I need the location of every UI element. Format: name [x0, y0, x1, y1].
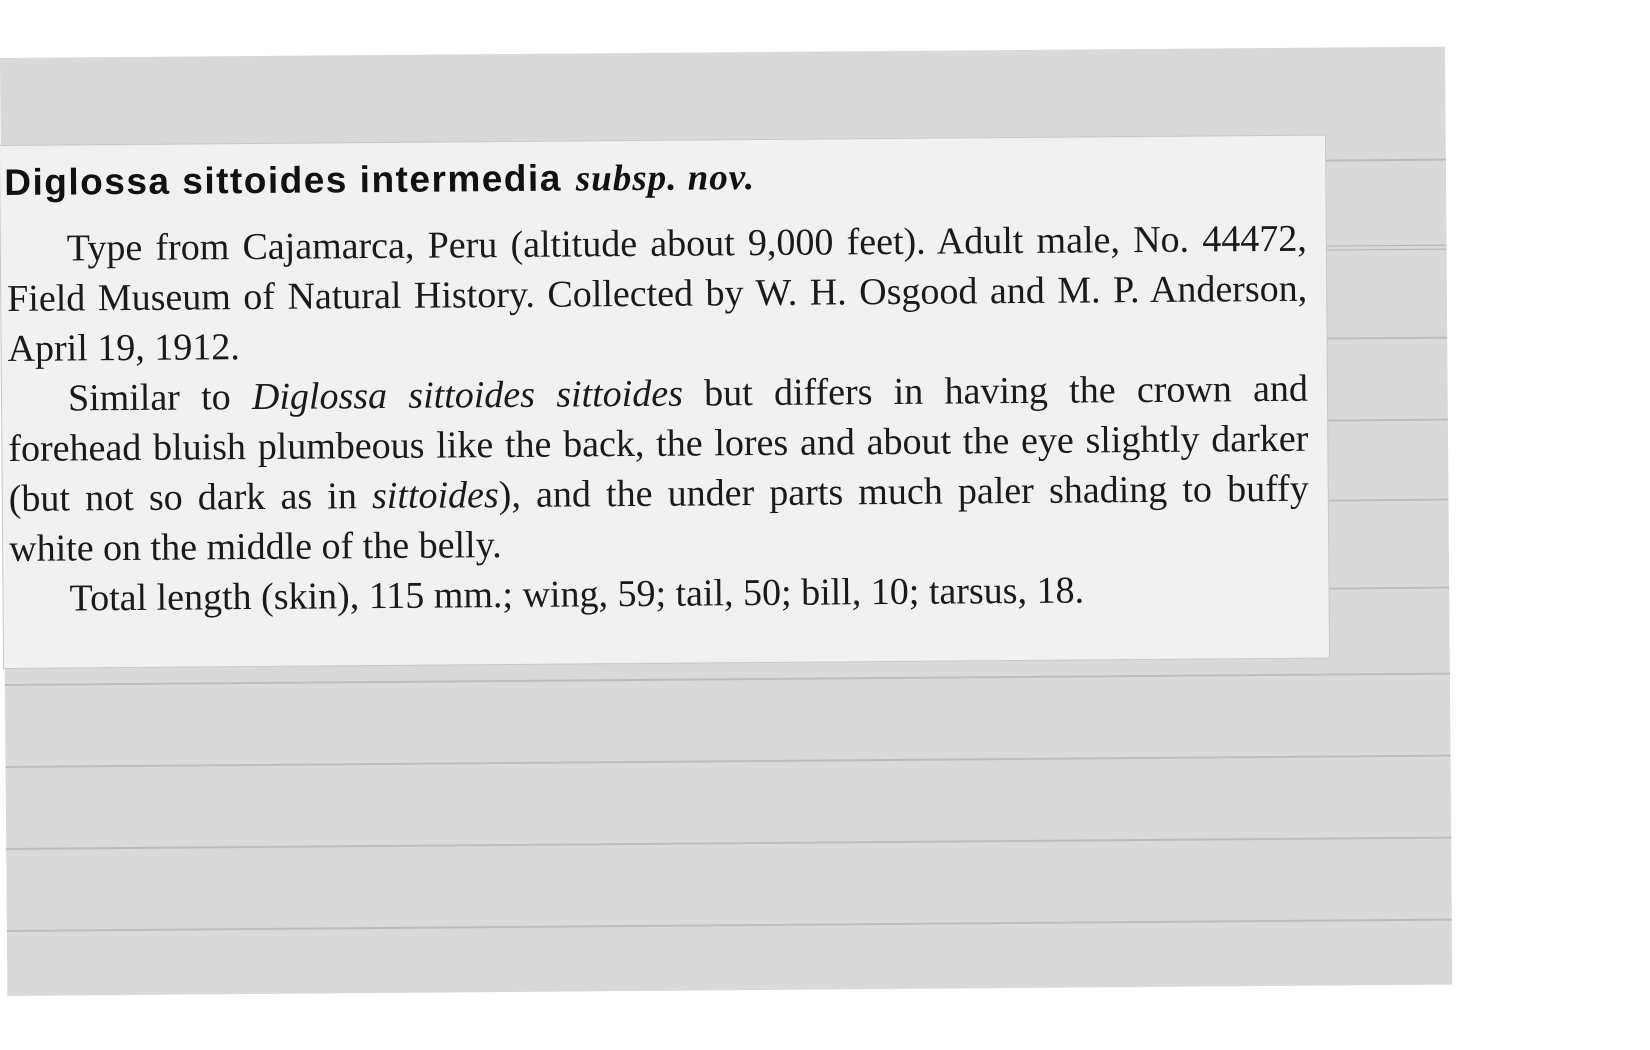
- printed-clipping: [0, 136, 1329, 668]
- card-rule: [7, 919, 1452, 932]
- comparison-text: Similar to: [67, 376, 253, 420]
- species-heading: [4, 156, 755, 205]
- measurements-paragraph: Total length (skin), 115 mm.; wing, 59; tail, 50; bill, 10; tarsus, 18.: [69, 569, 1085, 620]
- card-rule: [6, 755, 1451, 768]
- comparison-text: ), and the under parts much paler shading to buffy white on the middle of the belly.: [9, 467, 1309, 570]
- compared-taxon-short: sittoides: [371, 474, 499, 518]
- comparison-text: but differs in having the crown and forehead bluish plumbeous like the back, the lores and about the eye slightly darker (but not so dark as in: [8, 367, 1309, 520]
- card-rule: [6, 837, 1451, 850]
- description-body: [7, 214, 1310, 624]
- compared-taxon: Diglossa sittoides sittoides: [251, 372, 684, 419]
- card-rule: [5, 673, 1450, 686]
- comparison-paragraph: [8, 364, 1310, 574]
- species-name: Diglossa sittoides intermedia: [4, 157, 562, 203]
- taxon-status: subsp. nov.: [575, 157, 756, 200]
- type-locality-paragraph: Type from Cajamarca, Peru (altitude about 9,000 feet). Adult male, No. 44472, Field Museum of Natural History. Collected by W. H. Osgood and M. P. Anderson, April 19, 1912.: [7, 217, 1308, 370]
